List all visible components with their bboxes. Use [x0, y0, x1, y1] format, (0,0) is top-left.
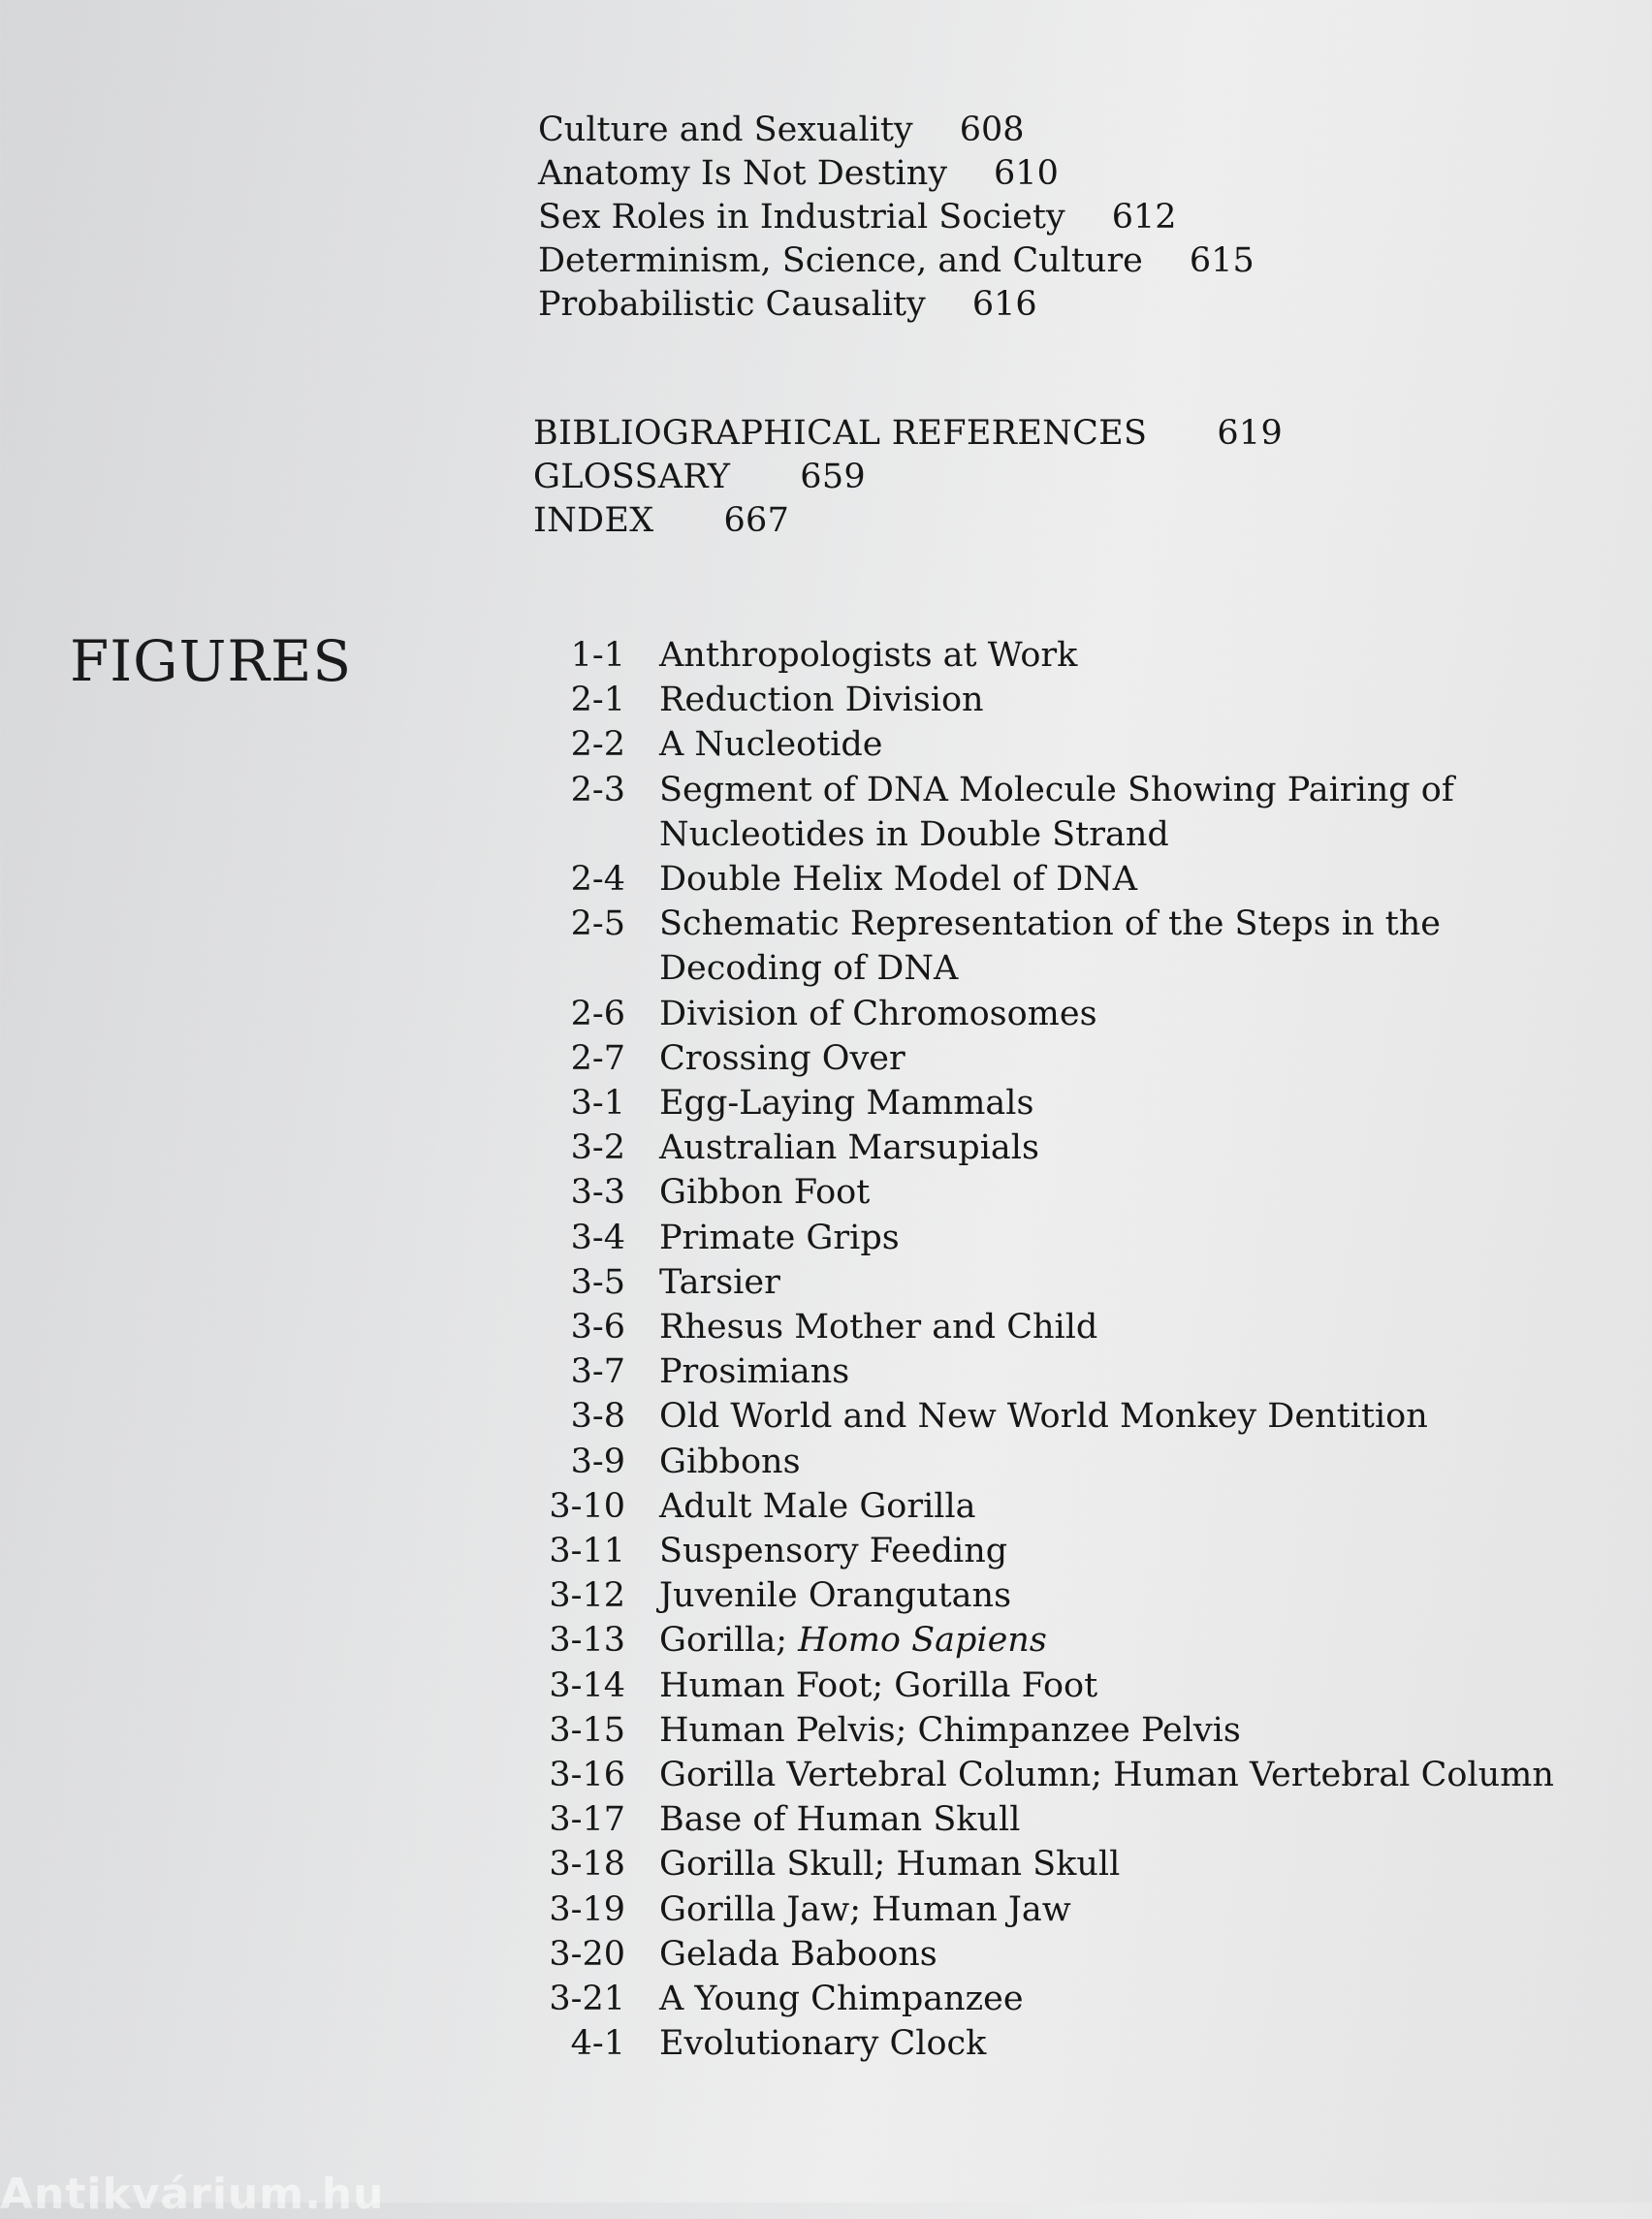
- figure-entry: [0, 1573, 1554, 1618]
- figure-title: Crossing Over: [659, 1038, 905, 1078]
- toc-entry-title: Anatomy Is Not Destiny: [538, 154, 948, 193]
- toc-entry-title: GLOSSARY: [533, 458, 731, 496]
- figure-number: 3-21: [549, 1980, 625, 2019]
- figure-title: Juvenile Orangutans: [659, 1576, 1012, 1616]
- toc-entry-title: Probabilistic Causality: [538, 285, 926, 324]
- figure-number: 3-16: [549, 1756, 625, 1795]
- figure-title: [659, 1618, 1047, 1663]
- figure-title: Evolutionary Clock: [659, 2024, 987, 2064]
- figure-number: 2-1: [570, 681, 625, 720]
- toc-entry-page: 612: [1111, 198, 1177, 237]
- figure-title-italic: Homo Sapiens: [798, 1621, 1047, 1661]
- toc-entry: [538, 239, 1255, 283]
- figure-entry: [0, 992, 1554, 1036]
- figure-number: 3-7: [570, 1352, 625, 1392]
- figure-entry: [0, 1305, 1554, 1349]
- figure-number: 3-9: [570, 1442, 625, 1481]
- toc-entry: [538, 196, 1255, 239]
- toc-entry-title: Culture and Sexuality: [538, 111, 913, 149]
- figure-entry: [0, 633, 1554, 678]
- figure-entry: [0, 1618, 1554, 1663]
- figure-number: 1-1: [570, 636, 625, 675]
- figure-title: Base of Human Skull: [659, 1800, 1021, 1840]
- figure-entry: [0, 768, 1554, 857]
- figure-number: 3-14: [549, 1665, 625, 1705]
- figure-number: 3-15: [549, 1710, 625, 1750]
- figure-number: 3-4: [570, 1218, 625, 1257]
- figure-entry: [0, 1529, 1554, 1573]
- figure-title: Gelada Baboons: [659, 1934, 937, 1974]
- figure-entry: [0, 1797, 1554, 1842]
- figure-number: 3-13: [549, 1621, 625, 1661]
- figure-number: 2-5: [570, 904, 625, 944]
- figure-title: Human Foot; Gorilla Foot: [659, 1665, 1098, 1705]
- toc-entry-page: 659: [800, 458, 867, 496]
- figure-title: A Young Chimpanzee: [659, 1980, 1024, 2019]
- toc-entry: [533, 456, 1283, 499]
- figure-number: 2-6: [570, 994, 625, 1033]
- figure-title: Prosimians: [659, 1352, 850, 1392]
- toc-entry-page: 667: [723, 501, 790, 540]
- figure-title: Segment of DNA Molecule Showing Pairing of Nucleotides in Double Strand: [659, 770, 1454, 854]
- figure-title: Gorilla Jaw; Human Jaw: [659, 1889, 1071, 1929]
- toc-entry-page: 615: [1189, 241, 1255, 280]
- toc-entry: [538, 152, 1255, 196]
- figure-entry: [0, 1664, 1554, 1708]
- figure-entry: [0, 1753, 1554, 1797]
- figure-entry: [0, 1394, 1554, 1439]
- figure-number: 3-11: [549, 1532, 625, 1571]
- figure-entry: [0, 1125, 1554, 1170]
- toc-entry-title: Sex Roles in Industrial Society: [538, 198, 1065, 237]
- figure-number: 3-20: [549, 1934, 625, 1974]
- figure-number: 3-17: [549, 1800, 625, 1840]
- figure-number: 3-8: [570, 1397, 625, 1437]
- figure-title: Adult Male Gorilla: [659, 1486, 976, 1526]
- figure-entry: [0, 1842, 1554, 1886]
- figure-number: 3-19: [549, 1889, 625, 1929]
- figure-title: Australian Marsupials: [659, 1128, 1039, 1168]
- figure-title-roman: Gorilla;: [659, 1621, 799, 1661]
- figure-title: Egg-Laying Mammals: [659, 1084, 1034, 1124]
- figure-entry: [0, 857, 1554, 902]
- figure-entry: [0, 2021, 1554, 2066]
- figure-title: Schematic Representation of the Steps in the Decoding of DNA: [659, 904, 1441, 989]
- figures-list: [0, 633, 1554, 2067]
- figure-title: Tarsier: [659, 1262, 780, 1302]
- figure-title: Primate Grips: [659, 1218, 900, 1257]
- figure-entry: [0, 1484, 1554, 1529]
- figure-title: Gorilla Vertebral Column; Human Vertebral Column: [659, 1756, 1554, 1795]
- figure-number: 2-4: [570, 860, 625, 900]
- figure-title: Old World and New World Monkey Dentition: [659, 1397, 1428, 1437]
- toc-entry-page: 610: [994, 154, 1059, 193]
- toc-entry: [538, 283, 1255, 327]
- figure-number: 3-12: [549, 1576, 625, 1616]
- figure-title: Suspensory Feeding: [659, 1532, 1008, 1571]
- figure-entry: [0, 1081, 1554, 1125]
- figure-number: 3-1: [570, 1084, 625, 1124]
- figure-title: Anthropologists at Work: [659, 636, 1078, 675]
- toc-entry-page: 619: [1217, 414, 1284, 453]
- figure-number: 4-1: [570, 2024, 625, 2064]
- toc-entry-title: INDEX: [533, 501, 654, 540]
- figure-title: Division of Chromosomes: [659, 994, 1097, 1033]
- toc-entry-title: Determinism, Science, and Culture: [538, 241, 1143, 280]
- figure-entry: [0, 1977, 1554, 2021]
- toc-entry: [538, 109, 1255, 152]
- figure-entry: [0, 1170, 1554, 1215]
- figure-entry: [0, 1036, 1554, 1081]
- figure-title: Gibbon Foot: [659, 1173, 871, 1213]
- figure-number: 3-10: [549, 1486, 625, 1526]
- figure-entry: [0, 678, 1554, 722]
- figure-title: Rhesus Mother and Child: [659, 1308, 1098, 1347]
- figure-title: Gorilla Skull; Human Skull: [659, 1845, 1121, 1885]
- figure-title: Gibbons: [659, 1442, 801, 1481]
- figure-entry: [0, 1260, 1554, 1305]
- figure-number: 3-2: [570, 1128, 625, 1168]
- figure-number: 3-3: [570, 1173, 625, 1213]
- figure-entry: [0, 1708, 1554, 1753]
- figure-title: Reduction Division: [659, 681, 984, 720]
- toc-entry: [533, 412, 1283, 456]
- toc-entry-page: 608: [959, 111, 1025, 149]
- figure-number: 2-7: [570, 1038, 625, 1078]
- figure-number: 3-18: [549, 1845, 625, 1885]
- figure-entry: [0, 902, 1554, 991]
- figure-entry: [0, 1440, 1554, 1484]
- toc-entry-page: 616: [971, 285, 1037, 324]
- figures-heading: FIGURES: [70, 628, 353, 694]
- toc-entry: [533, 499, 1283, 543]
- toc-back-matter-list: [533, 412, 1283, 543]
- figure-number: 2-2: [570, 725, 625, 765]
- figure-entry: [0, 1349, 1554, 1394]
- figure-title: Double Helix Model of DNA: [659, 860, 1138, 900]
- figure-title: Human Pelvis; Chimpanzee Pelvis: [659, 1710, 1241, 1750]
- toc-entry-title: BIBLIOGRAPHICAL REFERENCES: [533, 414, 1148, 453]
- toc-subsection-list: [538, 109, 1255, 327]
- figure-entry: [0, 1887, 1554, 1932]
- figure-entry: [0, 722, 1554, 767]
- figure-number: 3-6: [570, 1308, 625, 1347]
- figure-title: A Nucleotide: [659, 725, 883, 765]
- watermark: Antikvárium.hu: [0, 2170, 385, 2219]
- figure-entry: [0, 1216, 1554, 1260]
- figure-number: 2-3: [570, 770, 625, 809]
- figure-entry: [0, 1932, 1554, 1977]
- figure-number: 3-5: [570, 1262, 625, 1302]
